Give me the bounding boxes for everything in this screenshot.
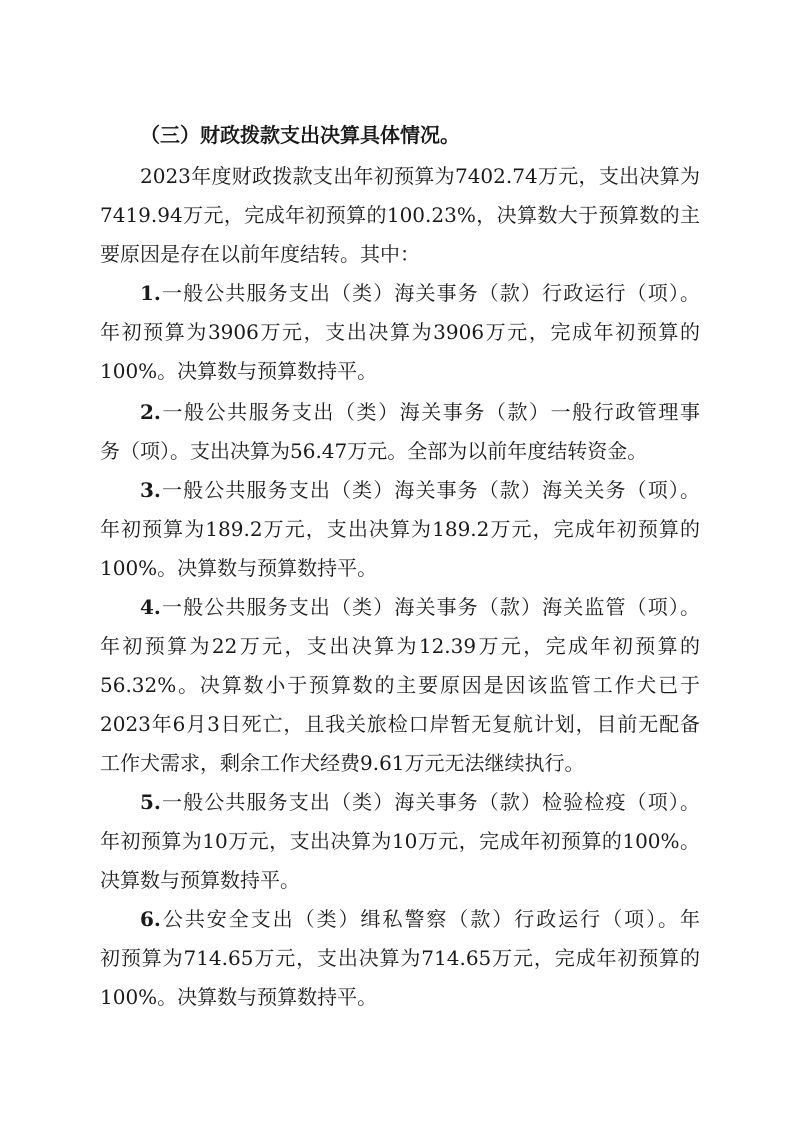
summary-line-3: 要原因是存在以前年度结转。其中： [100, 242, 420, 266]
item-2-number: 2. [140, 400, 161, 424]
item-3-line-3: 100%。决算数与预算数持平。 [100, 556, 378, 580]
item-5-line-1 [140, 788, 700, 816]
item-4-line-3: 56.32%。决算数小于预算数的主要原因是因该监管工作犬已于 [100, 673, 700, 697]
item-2-line-1 [140, 398, 700, 426]
section-heading: （三）财政拨款支出决算具体情况。 [140, 123, 460, 147]
item-6-number: 6. [140, 907, 161, 931]
item-5-number: 5. [140, 790, 161, 814]
item-6-title: 公共安全支出（类）缉私警察（款）行政运行（项）。年 [160, 907, 700, 931]
item-2-line-2: 务（项）。支出决算为56.47万元。全部为以前年度结转资金。 [100, 439, 648, 463]
summary-line-2: 7419.94万元，完成年初预算的100.23%，决算数大于预算数的主 [100, 203, 700, 227]
item-5-line-3: 决算数与预算数持平。 [100, 868, 300, 892]
item-2-title: 一般公共服务支出（类）海关事务（款）一般行政管理事 [160, 400, 700, 424]
item-1-title: 一般公共服务支出（类）海关事务（款）行政运行（项）。 [160, 281, 700, 305]
item-1-line-3: 100%。决算数与预算数持平。 [100, 359, 378, 383]
item-4-line-5: 工作犬需求，剩余工作犬经费9.61万元无法继续执行。 [100, 751, 585, 775]
item-1-line-1 [140, 279, 700, 307]
item-4-line-4: 2023年6月3日死亡，且我关旅检口岸暂无复航计划，目前无配备 [100, 712, 700, 736]
item-4-title: 一般公共服务支出（类）海关事务（款）海关监管（项）。 [160, 595, 700, 619]
item-6-line-3: 100%。决算数与预算数持平。 [100, 985, 378, 1009]
item-5-line-2: 年初预算为10万元，支出决算为10万元，完成年初预算的100%。 [100, 829, 700, 853]
item-3-number: 3. [140, 478, 161, 502]
item-4-number: 4. [140, 595, 161, 619]
item-3-title: 一般公共服务支出（类）海关事务（款）海关关务（项）。 [160, 478, 700, 502]
item-6-line-1 [140, 905, 700, 933]
item-6-line-2: 初预算为714.65万元，支出决算为714.65万元，完成年初预算的 [100, 946, 700, 970]
item-3-line-1 [140, 476, 700, 504]
item-1-number: 1. [140, 281, 161, 305]
item-5-title: 一般公共服务支出（类）海关事务（款）检验检疫（项）。 [160, 790, 700, 814]
summary-line-1: 2023年度财政拨款支出年初预算为7402.74万元，支出决算为 [140, 164, 700, 188]
item-4-line-1 [140, 593, 700, 621]
item-3-line-2: 年初预算为189.2万元，支出决算为189.2万元，完成年初预算的 [100, 517, 700, 541]
item-1-line-2: 年初预算为3906万元，支出决算为3906万元，完成年初预算的 [100, 320, 700, 344]
item-4-line-2: 年初预算为22万元，支出决算为12.39万元，完成年初预算的 [100, 634, 700, 658]
